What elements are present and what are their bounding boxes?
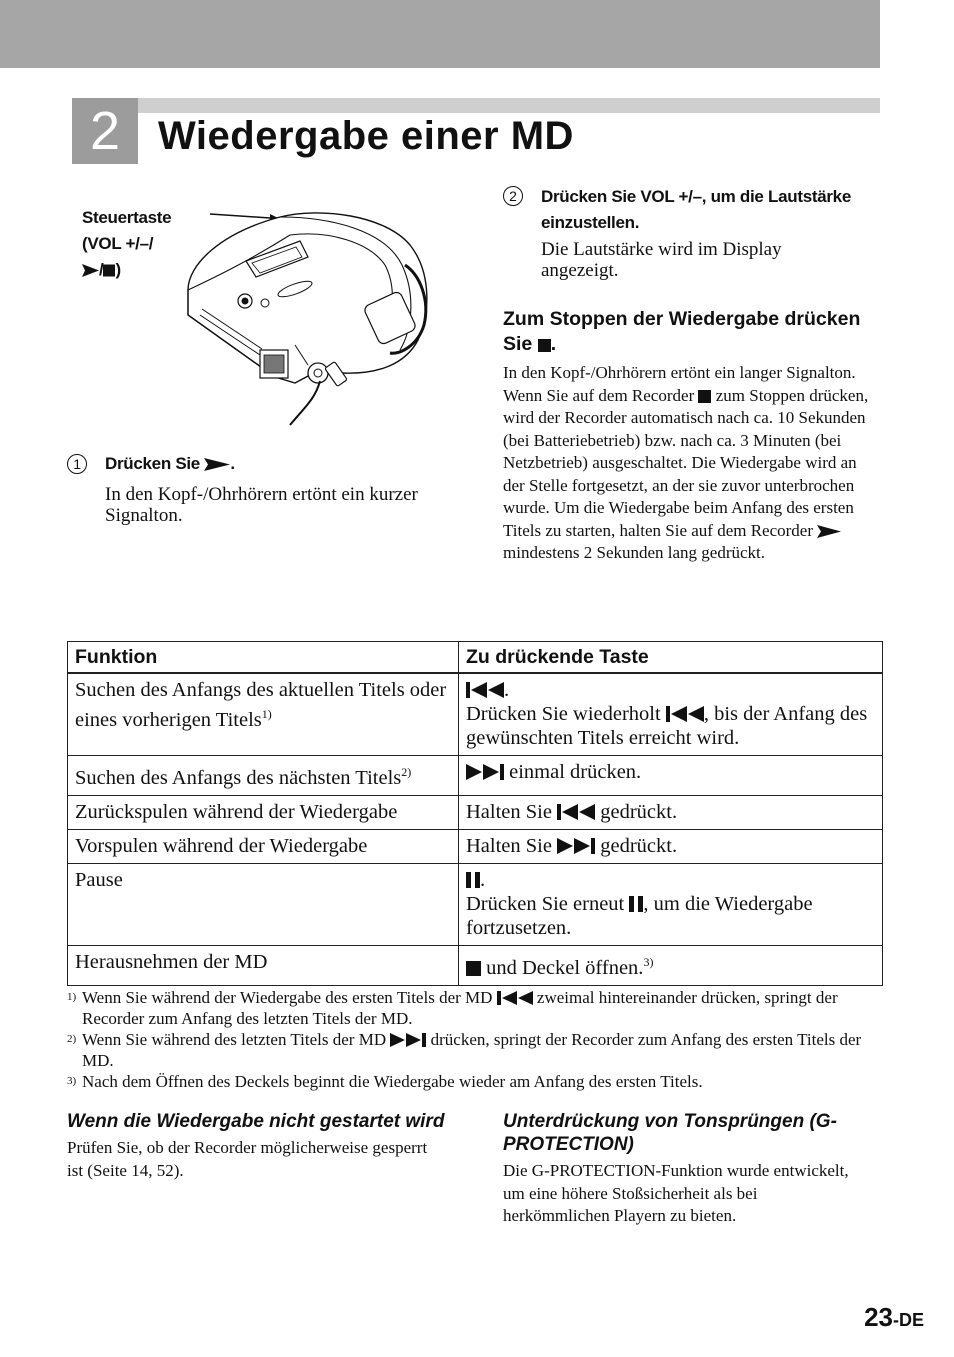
table-row [68, 863, 883, 945]
column-header: Zu drückende Taste [459, 642, 883, 674]
prev-track-icon [666, 706, 704, 722]
table-row [68, 945, 883, 985]
header-bar [0, 0, 880, 68]
section-text: Die G-PROTECTION-Funktion wurde entwickelt, um eine höhere Stoßsicherheit als bei herkömmlichen Playern zu bieten. [503, 1161, 849, 1225]
stop-icon [103, 264, 115, 277]
function-cell: Suchen des Anfangs des nächsten Titels$^{2)}$ [68, 756, 459, 796]
table-row [68, 756, 883, 796]
fast-forward-icon [557, 838, 595, 854]
step-text: Die Lautstärke wird im Display angezeigt. [541, 239, 782, 281]
stop-text: In den Kopf-/Ohrhörern ertönt ein langer Signalton. Wenn Sie auf dem Recorder zum Stoppen drücken, wird der Recorder automatisch nach ca. 10 Sekunden (bei Batteriebetrieb) bzw. nach ca. 3 Minuten (bei Netzbetrieb) ausgeschaltet. Die Wiedergabe wird an der Stelle fortgesetzt, an der sie zuvor unterbrochen wurde. Um die Wiedergabe beim Anfang des ersten Titels zu starten, halten Sie auf dem Recorder mindestens 2 Sekunden lang gedrückt. [503, 363, 869, 562]
key-cell: und Deckel öffnen.$^{3)}$ [459, 945, 883, 985]
step-heading: Drücken Sie . [105, 454, 235, 473]
page-title: Wiedergabe einer MD [158, 114, 574, 158]
function-cell: Zurückspulen während der Wiedergabe [68, 795, 459, 829]
pause-icon [466, 872, 480, 888]
table-header-row [68, 642, 883, 674]
table-row [68, 795, 883, 829]
step-2 [503, 186, 883, 281]
bottom-left-section [67, 1110, 457, 1182]
key-cell: Halten Sie gedrückt. [459, 795, 883, 829]
play-icon [817, 525, 841, 538]
md-player-illustration [180, 205, 440, 435]
function-cell: Suchen des Anfangs des aktuellen Titels oder eines vorherigen Titels$^{1)}$ [68, 673, 459, 756]
page-number: 23-DE [864, 1302, 924, 1332]
key-cell: einmal drücken. [459, 756, 883, 796]
prev-track-icon [497, 991, 533, 1005]
function-table [67, 641, 883, 986]
key-cell: Halten Sie gedrückt. [459, 829, 883, 863]
stop-icon [538, 338, 551, 352]
section-heading: Unterdrückung von Tonsprüngen (G-PROTECTION) [503, 1111, 837, 1155]
key-cell: . Drücken Sie erneut , um die Wiedergabe fortzusetzen. [459, 863, 883, 945]
table-row [68, 673, 883, 756]
footnotes [67, 987, 882, 1092]
function-cell: Vorspulen während der Wiedergabe [68, 829, 459, 863]
key-cell: . Drücken Sie wiederholt , bis der Anfang des gewünschten Titels erreicht wird. [459, 673, 883, 756]
footnote: 3) Nach dem Öffnen des Deckels beginnt die Wiedergabe wieder am Anfang des ersten Titels. [67, 1072, 703, 1091]
play-icon [82, 264, 99, 277]
pause-icon [629, 896, 643, 912]
chapter-number: 2 [72, 98, 138, 164]
footnote: 1) Wenn Sie während der Wiedergabe des ersten Titels der MD zweimal hintereinander drücken, springt der Recorder zum Anfang des letzten Titels der MD. [67, 988, 838, 1028]
column-header: Funktion [68, 642, 459, 674]
next-track-icon [390, 1033, 426, 1047]
next-track-icon [466, 764, 504, 780]
stop-icon [698, 389, 711, 403]
stop-icon [466, 960, 481, 976]
section-heading: Wenn die Wiedergabe nicht gestartet wird [67, 1111, 445, 1132]
step-1 [67, 452, 447, 526]
step-text: In den Kopf-/Ohrhörern ertönt ein kurzer Signalton. [105, 484, 418, 526]
step-number: 2 [503, 186, 523, 206]
prev-track-icon [466, 682, 504, 698]
play-icon [204, 458, 230, 471]
rewind-icon [557, 804, 595, 820]
bottom-right-section [503, 1110, 883, 1228]
step-number: 1 [67, 454, 87, 474]
stop-heading: Zum Stoppen der Wiedergabe drücken Sie . [503, 308, 861, 355]
footnote: 2) Wenn Sie während des letzten Titels der MD drücken, springt der Recorder zum Anfang des ersten Titels der MD. [67, 1030, 862, 1070]
function-cell: Herausnehmen der MD [68, 945, 459, 985]
table-row [68, 829, 883, 863]
chapter-rule [138, 98, 880, 113]
illustration-label: Steuertaste (VOL +/–/ / ) [82, 208, 172, 279]
function-cell: Pause [68, 863, 459, 945]
section-text: Prüfen Sie, ob der Recorder möglicherweise gesperrt ist (Seite 14, 52). [67, 1138, 428, 1180]
step-heading: Drücken Sie VOL +/–, um die Lautstärke einzustellen. [541, 187, 851, 232]
